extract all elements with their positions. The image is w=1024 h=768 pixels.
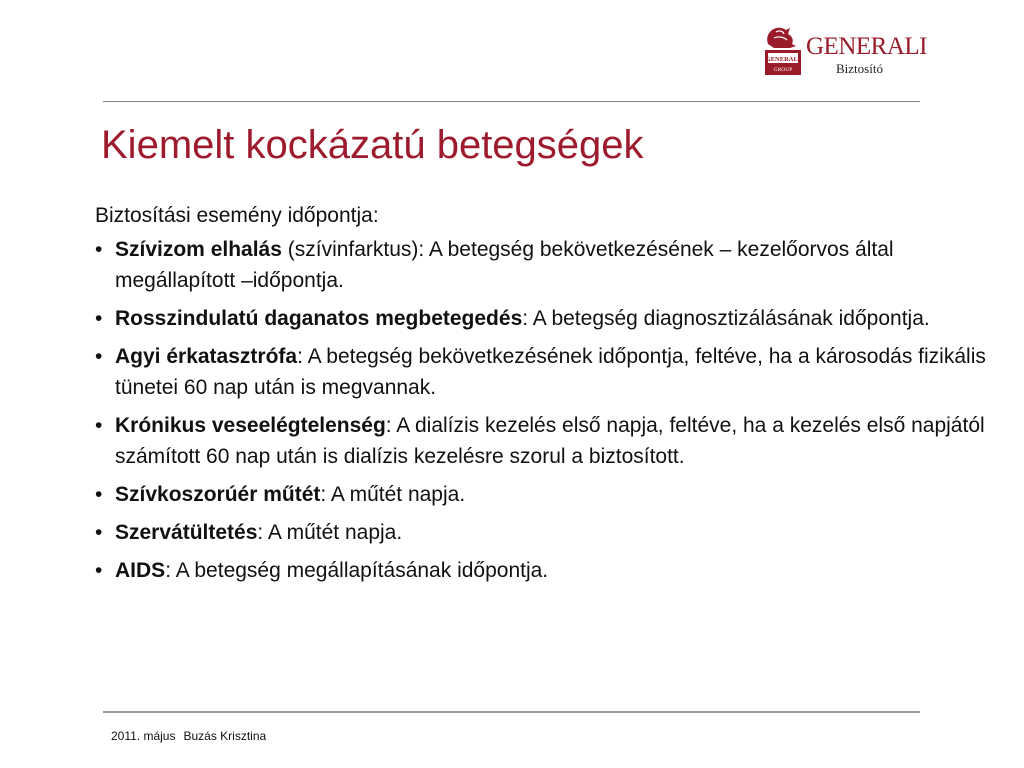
intro-text: Biztosítási esemény időpontja: [95, 204, 379, 227]
lion-emblem-icon [762, 26, 804, 76]
item-term: Agyi érkatasztrófa [115, 345, 298, 368]
bullet-icon: • [95, 307, 103, 330]
item-desc: : A betegség diagnosztizálásának időpontja. [522, 307, 930, 330]
emblem-text-top: GENERALI [765, 56, 801, 63]
item-desc: (szívinfarktus): A betegség bekövetkezésének – kezelőorvos által megállapított –időpontja. [115, 238, 894, 292]
footer-date: 2011. május [111, 729, 176, 743]
item-term: Rosszindulatú daganatos megbetegedés [115, 307, 523, 330]
item-desc: : A műtét napja. [320, 483, 466, 506]
list-item [95, 303, 1000, 334]
item-desc: : A betegség bekövetkezésének időpontja, feltéve, ha a károsodás fizikális tünetei 60 nap után is megvannak. [115, 345, 986, 399]
item-desc: : A műtét napja. [257, 521, 403, 544]
slide-body [95, 200, 1000, 593]
list-item [95, 341, 1000, 403]
item-term: Szívkoszorúér műtét [115, 483, 321, 506]
bullet-icon: • [95, 483, 103, 506]
bullet-icon: • [95, 559, 103, 582]
bullet-icon: • [95, 414, 103, 437]
header-divider [103, 101, 920, 102]
logo-wordmark: GENERALI [806, 33, 927, 60]
bullet-icon: • [95, 521, 103, 544]
generali-logo [762, 26, 927, 78]
list-item [95, 410, 1000, 472]
item-term: Krónikus veseelégtelenség [115, 414, 386, 437]
list-item [95, 517, 1000, 548]
footer-divider [103, 711, 920, 713]
item-term: Szervátültetés [115, 521, 258, 544]
item-desc: : A betegség megállapításának időpontja. [165, 559, 549, 582]
bullet-icon: • [95, 345, 103, 368]
list-item [95, 555, 1000, 586]
item-term: AIDS [115, 559, 166, 582]
item-desc: : A dialízis kezelés első napja, feltéve, ha a kezelés első napjától számított 60 nap után is dialízis kezelésre szorul a biztosított. [115, 414, 985, 468]
logo-subtext: Biztosító [836, 61, 883, 76]
emblem-text-bottom: GROUP [773, 67, 793, 73]
bullet-list [95, 234, 1000, 586]
item-term: Szívizom elhalás [115, 238, 282, 261]
footer-author: Buzás Krisztina [183, 729, 267, 743]
footer [111, 728, 266, 744]
list-item [95, 479, 1000, 510]
slide-title: Kiemelt kockázatú betegségek [101, 123, 644, 167]
bullet-icon: • [95, 238, 103, 261]
list-item [95, 234, 1000, 296]
